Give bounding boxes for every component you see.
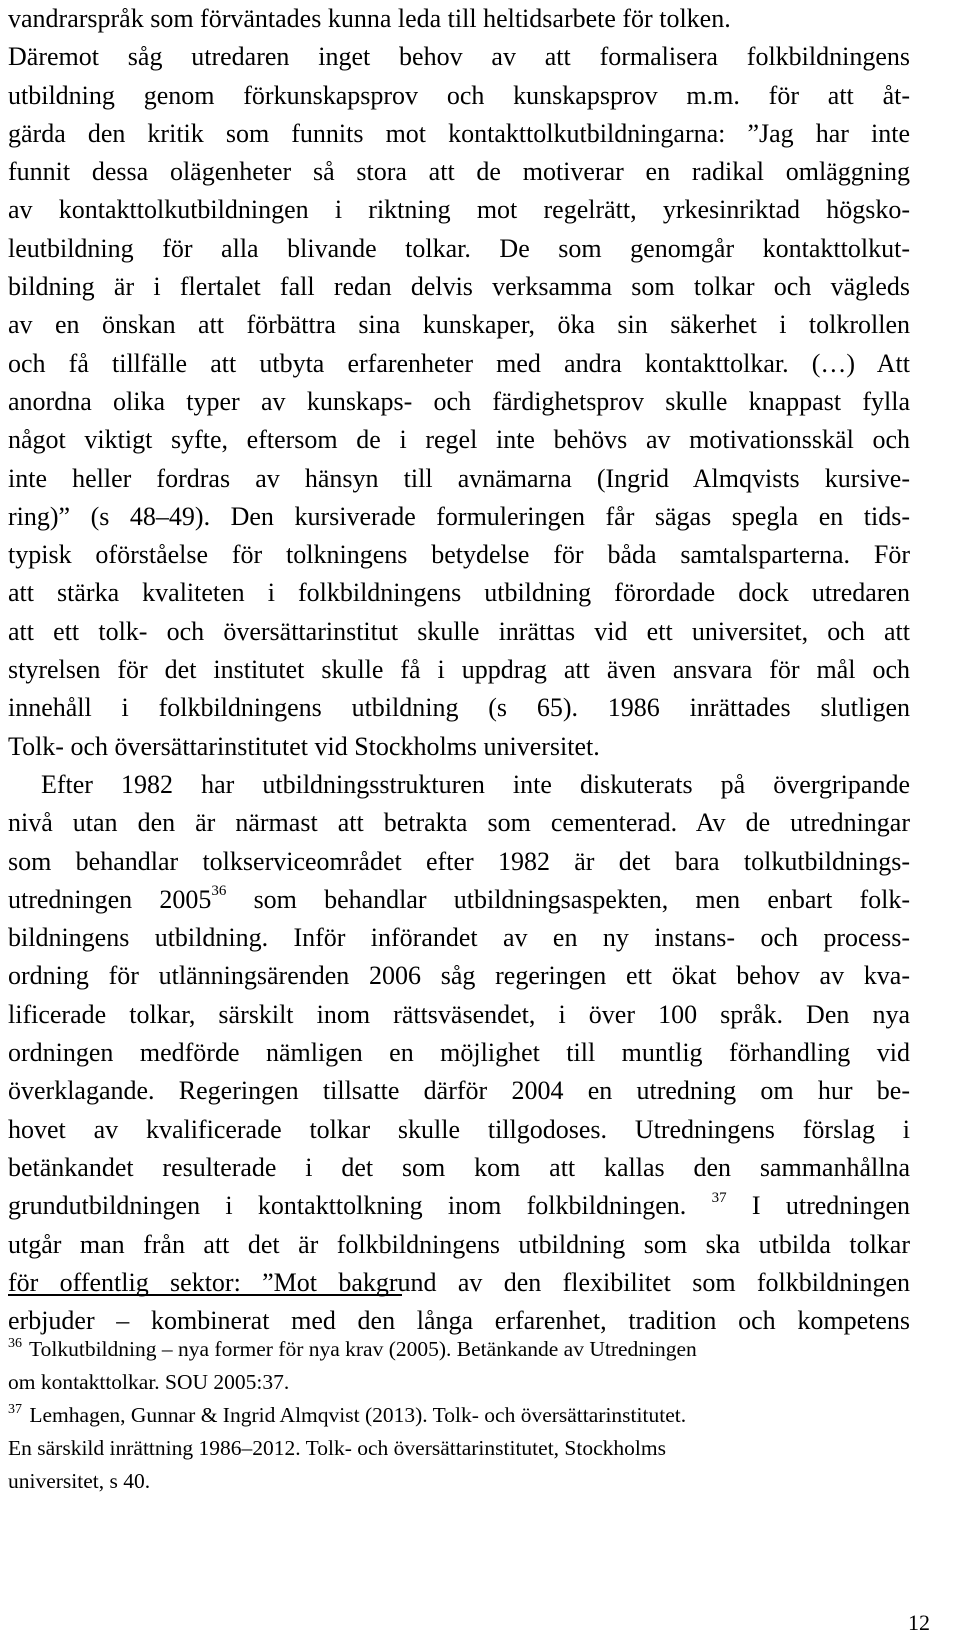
text-line xyxy=(8,881,910,919)
footnote-36 xyxy=(8,1333,910,1366)
text-line: för offentlig sektor: ”Mot bakgrund av den flexibilitet som folkbildningen xyxy=(8,1267,910,1297)
text-fragment: grundutbildningen i kontakttolkning inom folkbildningen. xyxy=(8,1191,687,1221)
text-line: Tolk- och översättarinstitutet vid Stockholms universitet. xyxy=(8,731,600,761)
footnote-reference[interactable]: 37 xyxy=(711,1189,727,1206)
text-line: anordna olika typer av kunskaps- och färdighetsprov skulle knappast fylla xyxy=(8,386,910,416)
text-fragment: utredningen 2005 xyxy=(8,884,212,914)
text-line: nivå utan den är närmast att betrakta som cementerad. Av de utredningar xyxy=(8,808,910,838)
text-line: av kontakttolkutbildningen i riktning mot regelrätt, yrkesinriktad högsko- xyxy=(8,195,910,225)
footnote-text: En särskild inrättning 1986–2012. Tolk- och översättarinstitutet, Stockholms xyxy=(8,1436,666,1460)
footnote-text: Lemhagen, Gunnar & Ingrid Almqvist (2013). Tolk- och översättarinstitutet. xyxy=(29,1403,687,1427)
text-line xyxy=(8,1187,910,1225)
footnote-text: om kontakttolkar. SOU 2005:37. xyxy=(8,1370,290,1394)
footnote-reference[interactable]: 36 xyxy=(211,883,227,900)
text-line: som behandlar tolkserviceområdet efter 1982 är det bara tolkutbildnings- xyxy=(8,846,910,876)
footnotes xyxy=(8,1333,910,1498)
text-line: gärda den kritik som funnits mot kontakttolkutbildningarna: ”Jag har inte xyxy=(8,118,910,148)
text-line: ring)” (s 48–49). Den kursiverade formuleringen får sägas spegla en tids- xyxy=(8,501,910,531)
footnote-separator xyxy=(8,1294,402,1296)
text-line: innehåll i folkbildningens utbildning (s 65). 1986 inrättades slutligen xyxy=(8,693,910,723)
text-line: typisk oförståelse för tolkningens betydelse för båda samtalsparterna. För xyxy=(8,540,910,570)
text-line: utgår man från att det är folkbildningens utbildning som ska utbilda tolkar xyxy=(8,1229,910,1259)
text-line: och få tillfälle att utbyta erfarenheter med andra kontakttolkar. (…) Att xyxy=(8,348,910,378)
text-line: något viktigt syfte, eftersom de i regel inte behövs av motivationsskäl och xyxy=(8,425,910,455)
text-line: att ett tolk- och översättarinstitut skulle inrättas vid ett universitet, och att xyxy=(8,616,910,646)
text-line: Däremot såg utredaren inget behov av att formalisera folkbildningens xyxy=(8,42,910,72)
text-line: ordning för utlänningsärenden 2006 såg regeringen ett ökat behov av kva- xyxy=(8,961,910,991)
text-line: ordningen medförde nämligen en möjlighet till muntlig förhandling vid xyxy=(8,1038,910,1068)
text-line: styrelsen för det institutet skulle få i uppdrag att även ansvara för mål och xyxy=(8,655,910,685)
text-line: funnit dessa olägenheter så stora att de motiverar en radikal omläggning xyxy=(8,157,910,187)
text-line: utbildning genom förkunskapsprov och kunskapsprov m.m. för att åt- xyxy=(8,80,910,110)
text-line: överklagande. Regeringen tillsatte därför 2004 en utredning om hur be- xyxy=(8,1076,910,1106)
text-line: betänkandet resulterade i det som kom att kallas den sammanhållna xyxy=(8,1152,910,1182)
text-line: lificerade tolkar, särskilt inom rättsväsendet, i över 100 språk. Den nya xyxy=(8,999,910,1029)
footnote-number: 36 xyxy=(8,1336,22,1351)
footnote-text: Tolkutbildning – nya former för nya krav (2005). Betänkande av Utredningen xyxy=(29,1337,697,1361)
text-line: Efter 1982 har utbildningsstrukturen inte diskuterats på övergripande xyxy=(41,769,910,799)
body-text xyxy=(8,0,910,1340)
footnote-number: 37 xyxy=(8,1402,22,1417)
text-line: leutbildning för alla blivande tolkar. De som genomgår kontakttolkut- xyxy=(8,233,910,263)
text-line: av en önskan att förbättra sina kunskaper, öka sin säkerhet i tolkrollen xyxy=(8,310,910,340)
text-line: bildning är i flertalet fall redan delvis verksamma som tolkar och vägleds xyxy=(8,272,910,302)
text-line: att stärka kvaliteten i folkbildningens utbildning förordade dock utredaren xyxy=(8,578,910,608)
text-line: hovet av kvalificerade tolkar skulle tillgodoses. Utredningens förslag i xyxy=(8,1114,910,1144)
footnote-37 xyxy=(8,1399,910,1432)
text-fragment: I utredningen xyxy=(751,1191,911,1221)
text-line: bildningens utbildning. Inför införandet av en ny instans- och process- xyxy=(8,923,910,953)
text-line: vandrarspråk som förväntades kunna leda till heltidsarbete för tolken. xyxy=(8,4,731,33)
footnote-text: universitet, s 40. xyxy=(8,1469,151,1493)
text-line: erbjuder – kombinerat med den långa erfarenhet, tradition och kompetens xyxy=(8,1306,910,1336)
text-line: inte heller fordras av hänsyn till avnämarna (Ingrid Almqvists kursive- xyxy=(8,463,910,493)
text-fragment: som behandlar utbildningsaspekten, men enbart folk- xyxy=(253,884,911,914)
page-number: 12 xyxy=(908,1610,930,1635)
